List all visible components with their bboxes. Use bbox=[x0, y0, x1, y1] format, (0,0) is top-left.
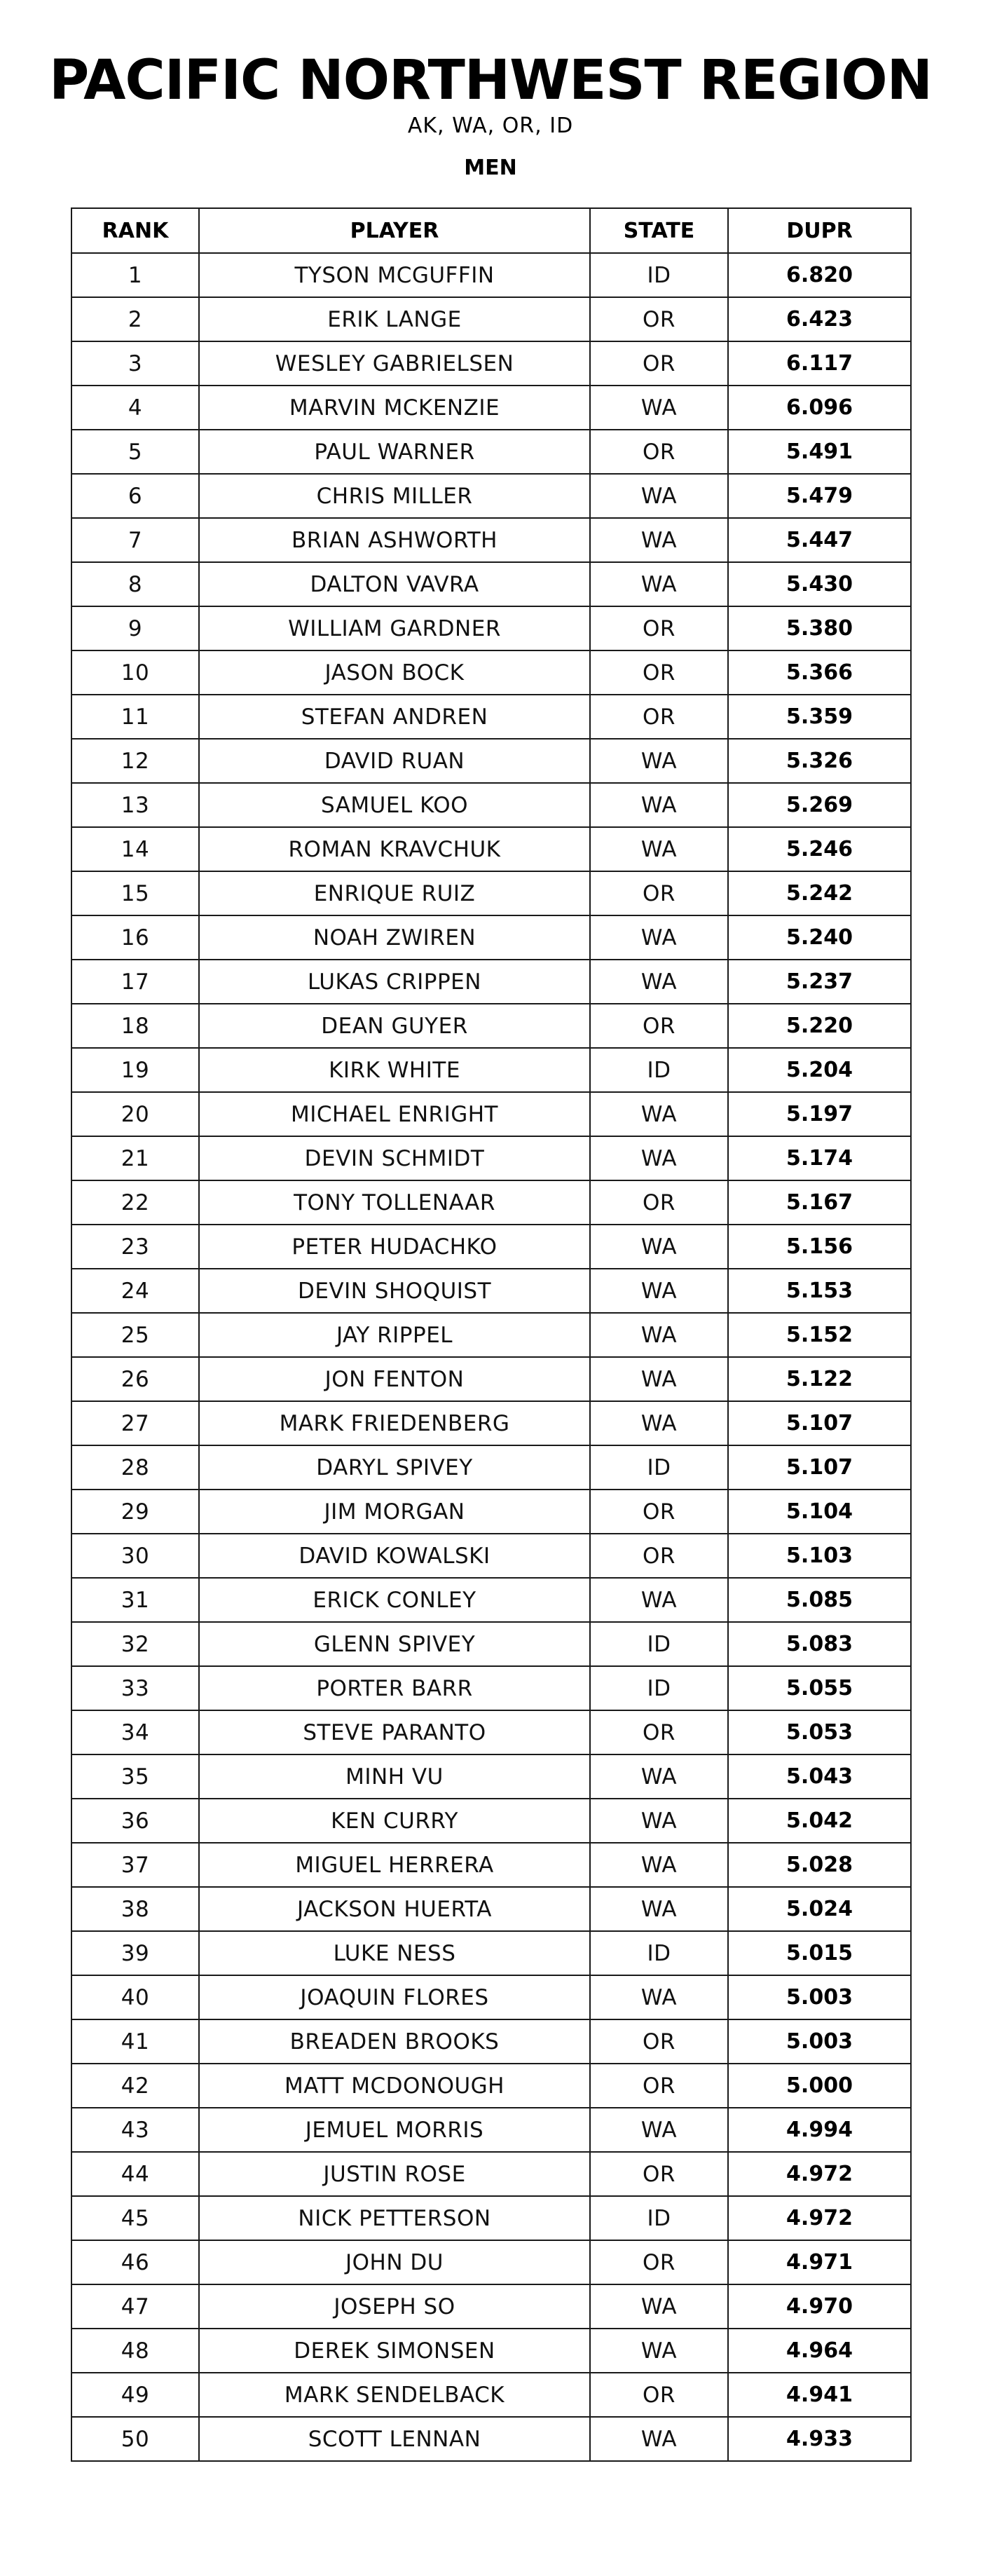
state-cell: WA bbox=[590, 1975, 728, 2019]
dupr-rating-cell: 4.941 bbox=[728, 2373, 911, 2417]
player-name-cell: JOSEPH SO bbox=[199, 2284, 590, 2329]
player-name-cell: SCOTT LENNAN bbox=[199, 2417, 590, 2461]
player-name-cell: NICK PETTERSON bbox=[199, 2196, 590, 2240]
state-cell: OR bbox=[590, 2240, 728, 2284]
player-name-cell: TYSON MCGUFFIN bbox=[199, 253, 590, 297]
player-name-cell: TONY TOLLENAAR bbox=[199, 1180, 590, 1225]
dupr-rating-cell: 5.204 bbox=[728, 1048, 911, 1092]
rank-cell: 24 bbox=[71, 1269, 199, 1313]
dupr-rating-cell: 5.085 bbox=[728, 1578, 911, 1622]
dupr-rating-cell: 5.174 bbox=[728, 1136, 911, 1180]
rank-cell: 43 bbox=[71, 2108, 199, 2152]
dupr-rating-cell: 5.447 bbox=[728, 518, 911, 562]
rank-cell: 28 bbox=[71, 1445, 199, 1490]
state-cell: OR bbox=[590, 2152, 728, 2196]
rank-cell: 19 bbox=[71, 1048, 199, 1092]
dupr-rating-cell: 5.015 bbox=[728, 1931, 911, 1975]
rank-cell: 6 bbox=[71, 474, 199, 518]
player-name-cell: JIM MORGAN bbox=[199, 1490, 590, 1534]
rank-cell: 37 bbox=[71, 1843, 199, 1887]
player-name-cell: GLENN SPIVEY bbox=[199, 1622, 590, 1666]
rank-cell: 7 bbox=[71, 518, 199, 562]
state-cell: WA bbox=[590, 960, 728, 1004]
player-name-cell: JUSTIN ROSE bbox=[199, 2152, 590, 2196]
table-row bbox=[71, 386, 911, 430]
state-cell: WA bbox=[590, 1843, 728, 1887]
rank-cell: 40 bbox=[71, 1975, 199, 2019]
dupr-rating-cell: 5.107 bbox=[728, 1445, 911, 1490]
table-row bbox=[71, 871, 911, 915]
state-cell: WA bbox=[590, 1225, 728, 1269]
dupr-rating-cell: 4.972 bbox=[728, 2196, 911, 2240]
rank-cell: 44 bbox=[71, 2152, 199, 2196]
player-name-cell: CHRIS MILLER bbox=[199, 474, 590, 518]
dupr-rating-cell: 5.028 bbox=[728, 1843, 911, 1887]
table-row bbox=[71, 827, 911, 871]
rank-cell: 1 bbox=[71, 253, 199, 297]
rank-cell: 18 bbox=[71, 1004, 199, 1048]
state-cell: OR bbox=[590, 871, 728, 915]
rank-cell: 34 bbox=[71, 1710, 199, 1754]
state-cell: OR bbox=[590, 297, 728, 341]
dupr-rating-cell: 5.491 bbox=[728, 430, 911, 474]
rank-cell: 35 bbox=[71, 1754, 199, 1799]
dupr-rating-cell: 5.024 bbox=[728, 1887, 911, 1931]
state-cell: OR bbox=[590, 1004, 728, 1048]
dupr-rating-cell: 5.003 bbox=[728, 1975, 911, 2019]
rank-cell: 38 bbox=[71, 1887, 199, 1931]
rank-cell: 50 bbox=[71, 2417, 199, 2461]
player-name-cell: JEMUEL MORRIS bbox=[199, 2108, 590, 2152]
dupr-rating-cell: 5.197 bbox=[728, 1092, 911, 1136]
dupr-rating-cell: 6.423 bbox=[728, 297, 911, 341]
dupr-rating-cell: 5.103 bbox=[728, 1534, 911, 1578]
table-row bbox=[71, 253, 911, 297]
table-row bbox=[71, 1313, 911, 1357]
dupr-rating-cell: 5.053 bbox=[728, 1710, 911, 1754]
rank-cell: 8 bbox=[71, 562, 199, 606]
state-cell: WA bbox=[590, 915, 728, 960]
dupr-rating-cell: 6.820 bbox=[728, 253, 911, 297]
table-row bbox=[71, 1092, 911, 1136]
table-row bbox=[71, 430, 911, 474]
rank-cell: 15 bbox=[71, 871, 199, 915]
state-cell: WA bbox=[590, 562, 728, 606]
state-cell: WA bbox=[590, 2108, 728, 2152]
dupr-rating-cell: 5.152 bbox=[728, 1313, 911, 1357]
rank-cell: 23 bbox=[71, 1225, 199, 1269]
player-name-cell: JAY RIPPEL bbox=[199, 1313, 590, 1357]
player-name-cell: DAVID KOWALSKI bbox=[199, 1534, 590, 1578]
rank-cell: 26 bbox=[71, 1357, 199, 1401]
player-name-cell: JASON BOCK bbox=[199, 650, 590, 695]
dupr-rating-cell: 5.430 bbox=[728, 562, 911, 606]
rank-cell: 31 bbox=[71, 1578, 199, 1622]
dupr-rating-cell: 5.122 bbox=[728, 1357, 911, 1401]
table-row bbox=[71, 1004, 911, 1048]
table-row bbox=[71, 518, 911, 562]
state-cell: WA bbox=[590, 1313, 728, 1357]
dupr-rating-cell: 5.167 bbox=[728, 1180, 911, 1225]
table-row bbox=[71, 1975, 911, 2019]
dupr-rating-cell: 5.104 bbox=[728, 1490, 911, 1534]
dupr-rating-cell: 5.083 bbox=[728, 1622, 911, 1666]
player-name-cell: BRIAN ASHWORTH bbox=[199, 518, 590, 562]
dupr-rating-cell: 5.269 bbox=[728, 783, 911, 827]
table-header-row bbox=[71, 208, 911, 253]
rank-cell: 5 bbox=[71, 430, 199, 474]
table-row bbox=[71, 297, 911, 341]
state-cell: WA bbox=[590, 474, 728, 518]
table-row bbox=[71, 695, 911, 739]
dupr-rating-cell: 4.964 bbox=[728, 2329, 911, 2373]
player-name-cell: MINH VU bbox=[199, 1754, 590, 1799]
player-name-cell: WESLEY GABRIELSEN bbox=[199, 341, 590, 386]
player-name-cell: SAMUEL KOO bbox=[199, 783, 590, 827]
state-cell: OR bbox=[590, 430, 728, 474]
state-cell: OR bbox=[590, 1534, 728, 1578]
table-row bbox=[71, 2373, 911, 2417]
table-row bbox=[71, 1666, 911, 1710]
dupr-rating-cell: 4.970 bbox=[728, 2284, 911, 2329]
player-name-cell: MARK FRIEDENBERG bbox=[199, 1401, 590, 1445]
state-cell: OR bbox=[590, 606, 728, 650]
dupr-rating-cell: 6.096 bbox=[728, 386, 911, 430]
table-row bbox=[71, 2329, 911, 2373]
rank-cell: 49 bbox=[71, 2373, 199, 2417]
player-name-cell: WILLIAM GARDNER bbox=[199, 606, 590, 650]
dupr-rating-cell: 4.933 bbox=[728, 2417, 911, 2461]
player-name-cell: JOAQUIN FLORES bbox=[199, 1975, 590, 2019]
table-row bbox=[71, 1136, 911, 1180]
state-cell: WA bbox=[590, 1754, 728, 1799]
rank-cell: 25 bbox=[71, 1313, 199, 1357]
state-cell: ID bbox=[590, 1445, 728, 1490]
state-cell: OR bbox=[590, 1180, 728, 1225]
table-row bbox=[71, 1490, 911, 1534]
player-name-cell: ROMAN KRAVCHUK bbox=[199, 827, 590, 871]
rank-cell: 13 bbox=[71, 783, 199, 827]
table-row bbox=[71, 960, 911, 1004]
table-row bbox=[71, 606, 911, 650]
state-cell: OR bbox=[590, 1490, 728, 1534]
rank-cell: 11 bbox=[71, 695, 199, 739]
rank-cell: 45 bbox=[71, 2196, 199, 2240]
table-row bbox=[71, 2284, 911, 2329]
rank-cell: 30 bbox=[71, 1534, 199, 1578]
rank-cell: 36 bbox=[71, 1799, 199, 1843]
page-title: PACIFIC NORTHWEST REGION bbox=[49, 49, 932, 112]
table-row bbox=[71, 2064, 911, 2108]
table-row bbox=[71, 562, 911, 606]
table-row bbox=[71, 1931, 911, 1975]
column-header-player: PLAYER bbox=[199, 208, 590, 253]
table-row bbox=[71, 650, 911, 695]
player-name-cell: BREADEN BROOKS bbox=[199, 2019, 590, 2064]
player-name-cell: PAUL WARNER bbox=[199, 430, 590, 474]
player-name-cell: MIGUEL HERRERA bbox=[199, 1843, 590, 1887]
state-cell: WA bbox=[590, 2329, 728, 2373]
player-name-cell: KEN CURRY bbox=[199, 1799, 590, 1843]
rank-cell: 46 bbox=[71, 2240, 199, 2284]
player-name-cell: MATT MCDONOUGH bbox=[199, 2064, 590, 2108]
rank-cell: 47 bbox=[71, 2284, 199, 2329]
rank-cell: 10 bbox=[71, 650, 199, 695]
dupr-rating-cell: 5.156 bbox=[728, 1225, 911, 1269]
player-name-cell: LUKE NESS bbox=[199, 1931, 590, 1975]
dupr-rating-cell: 5.000 bbox=[728, 2064, 911, 2108]
player-name-cell: ERIK LANGE bbox=[199, 297, 590, 341]
state-cell: OR bbox=[590, 2373, 728, 2417]
player-name-cell: ENRIQUE RUIZ bbox=[199, 871, 590, 915]
state-cell: WA bbox=[590, 1092, 728, 1136]
table-row bbox=[71, 1445, 911, 1490]
rank-cell: 39 bbox=[71, 1931, 199, 1975]
player-name-cell: PORTER BARR bbox=[199, 1666, 590, 1710]
table-body bbox=[71, 253, 911, 2461]
dupr-rating-cell: 5.246 bbox=[728, 827, 911, 871]
rank-cell: 42 bbox=[71, 2064, 199, 2108]
rank-cell: 48 bbox=[71, 2329, 199, 2373]
table-row bbox=[71, 2019, 911, 2064]
player-name-cell: JOHN DU bbox=[199, 2240, 590, 2284]
table-row bbox=[71, 1799, 911, 1843]
rank-cell: 14 bbox=[71, 827, 199, 871]
dupr-rating-cell: 6.117 bbox=[728, 341, 911, 386]
rank-cell: 27 bbox=[71, 1401, 199, 1445]
rank-cell: 21 bbox=[71, 1136, 199, 1180]
table-row bbox=[71, 1180, 911, 1225]
column-header-rank: RANK bbox=[71, 208, 199, 253]
dupr-rating-cell: 5.153 bbox=[728, 1269, 911, 1313]
state-cell: OR bbox=[590, 2064, 728, 2108]
table-row bbox=[71, 1357, 911, 1401]
dupr-rating-cell: 5.380 bbox=[728, 606, 911, 650]
state-cell: WA bbox=[590, 1887, 728, 1931]
state-cell: WA bbox=[590, 518, 728, 562]
player-name-cell: DEAN GUYER bbox=[199, 1004, 590, 1048]
rank-cell: 4 bbox=[71, 386, 199, 430]
rank-cell: 33 bbox=[71, 1666, 199, 1710]
rank-cell: 12 bbox=[71, 739, 199, 783]
rank-cell: 2 bbox=[71, 297, 199, 341]
table-row bbox=[71, 1048, 911, 1092]
dupr-rating-cell: 5.042 bbox=[728, 1799, 911, 1843]
table-row bbox=[71, 2196, 911, 2240]
state-cell: WA bbox=[590, 1799, 728, 1843]
dupr-rating-cell: 5.242 bbox=[728, 871, 911, 915]
state-cell: WA bbox=[590, 827, 728, 871]
player-name-cell: ERICK CONLEY bbox=[199, 1578, 590, 1622]
region-states: AK, WA, OR, ID bbox=[407, 114, 574, 138]
dupr-rating-cell: 5.359 bbox=[728, 695, 911, 739]
rank-cell: 22 bbox=[71, 1180, 199, 1225]
rank-cell: 3 bbox=[71, 341, 199, 386]
table-row bbox=[71, 2417, 911, 2461]
state-cell: ID bbox=[590, 1622, 728, 1666]
player-name-cell: KIRK WHITE bbox=[199, 1048, 590, 1092]
state-cell: OR bbox=[590, 341, 728, 386]
player-name-cell: JACKSON HUERTA bbox=[199, 1887, 590, 1931]
dupr-rating-cell: 5.043 bbox=[728, 1754, 911, 1799]
table-row bbox=[71, 341, 911, 386]
player-name-cell: JON FENTON bbox=[199, 1357, 590, 1401]
state-cell: WA bbox=[590, 1578, 728, 1622]
state-cell: ID bbox=[590, 253, 728, 297]
state-cell: OR bbox=[590, 695, 728, 739]
dupr-rating-cell: 5.237 bbox=[728, 960, 911, 1004]
state-cell: WA bbox=[590, 2284, 728, 2329]
state-cell: OR bbox=[590, 1710, 728, 1754]
table-row bbox=[71, 1887, 911, 1931]
table-row bbox=[71, 2108, 911, 2152]
table-row bbox=[71, 1534, 911, 1578]
player-name-cell: MICHAEL ENRIGHT bbox=[199, 1092, 590, 1136]
rank-cell: 16 bbox=[71, 915, 199, 960]
player-name-cell: DEVIN SHOQUIST bbox=[199, 1269, 590, 1313]
table-row bbox=[71, 1622, 911, 1666]
table-row bbox=[71, 915, 911, 960]
dupr-rating-cell: 5.055 bbox=[728, 1666, 911, 1710]
column-header-dupr: DUPR bbox=[728, 208, 911, 253]
table-row bbox=[71, 783, 911, 827]
dupr-rating-cell: 5.107 bbox=[728, 1401, 911, 1445]
table-row bbox=[71, 1401, 911, 1445]
state-cell: WA bbox=[590, 2417, 728, 2461]
player-name-cell: DEVIN SCHMIDT bbox=[199, 1136, 590, 1180]
state-cell: WA bbox=[590, 783, 728, 827]
player-name-cell: MARK SENDELBACK bbox=[199, 2373, 590, 2417]
rankings-table bbox=[71, 207, 912, 2462]
state-cell: WA bbox=[590, 1357, 728, 1401]
dupr-rating-cell: 5.479 bbox=[728, 474, 911, 518]
dupr-rating-cell: 5.240 bbox=[728, 915, 911, 960]
table-row bbox=[71, 1843, 911, 1887]
division-label: MEN bbox=[464, 156, 517, 180]
player-name-cell: NOAH ZWIREN bbox=[199, 915, 590, 960]
dupr-rating-cell: 4.994 bbox=[728, 2108, 911, 2152]
player-name-cell: STEFAN ANDREN bbox=[199, 695, 590, 739]
state-cell: WA bbox=[590, 1269, 728, 1313]
state-cell: WA bbox=[590, 739, 728, 783]
dupr-rating-cell: 5.220 bbox=[728, 1004, 911, 1048]
table-row bbox=[71, 2152, 911, 2196]
state-cell: ID bbox=[590, 1666, 728, 1710]
state-cell: ID bbox=[590, 1048, 728, 1092]
state-cell: WA bbox=[590, 386, 728, 430]
player-name-cell: STEVE PARANTO bbox=[199, 1710, 590, 1754]
player-name-cell: MARVIN MCKENZIE bbox=[199, 386, 590, 430]
dupr-rating-cell: 4.972 bbox=[728, 2152, 911, 2196]
player-name-cell: DAVID RUAN bbox=[199, 739, 590, 783]
rank-cell: 9 bbox=[71, 606, 199, 650]
table-row bbox=[71, 2240, 911, 2284]
state-cell: ID bbox=[590, 1931, 728, 1975]
player-name-cell: PETER HUDACHKO bbox=[199, 1225, 590, 1269]
dupr-rating-cell: 5.326 bbox=[728, 739, 911, 783]
rank-cell: 20 bbox=[71, 1092, 199, 1136]
rank-cell: 17 bbox=[71, 960, 199, 1004]
player-name-cell: DEREK SIMONSEN bbox=[199, 2329, 590, 2373]
state-cell: ID bbox=[590, 2196, 728, 2240]
table-row bbox=[71, 1710, 911, 1754]
table-row bbox=[71, 1225, 911, 1269]
column-header-state: STATE bbox=[590, 208, 728, 253]
table-row bbox=[71, 1578, 911, 1622]
rank-cell: 32 bbox=[71, 1622, 199, 1666]
player-name-cell: DALTON VAVRA bbox=[199, 562, 590, 606]
state-cell: WA bbox=[590, 1401, 728, 1445]
dupr-rating-cell: 5.366 bbox=[728, 650, 911, 695]
rank-cell: 41 bbox=[71, 2019, 199, 2064]
player-name-cell: LUKAS CRIPPEN bbox=[199, 960, 590, 1004]
table-row bbox=[71, 474, 911, 518]
table-row bbox=[71, 739, 911, 783]
dupr-rating-cell: 4.971 bbox=[728, 2240, 911, 2284]
state-cell: OR bbox=[590, 650, 728, 695]
state-cell: WA bbox=[590, 1136, 728, 1180]
table-row bbox=[71, 1754, 911, 1799]
rank-cell: 29 bbox=[71, 1490, 199, 1534]
player-name-cell: DARYL SPIVEY bbox=[199, 1445, 590, 1490]
table-row bbox=[71, 1269, 911, 1313]
state-cell: OR bbox=[590, 2019, 728, 2064]
dupr-rating-cell: 5.003 bbox=[728, 2019, 911, 2064]
